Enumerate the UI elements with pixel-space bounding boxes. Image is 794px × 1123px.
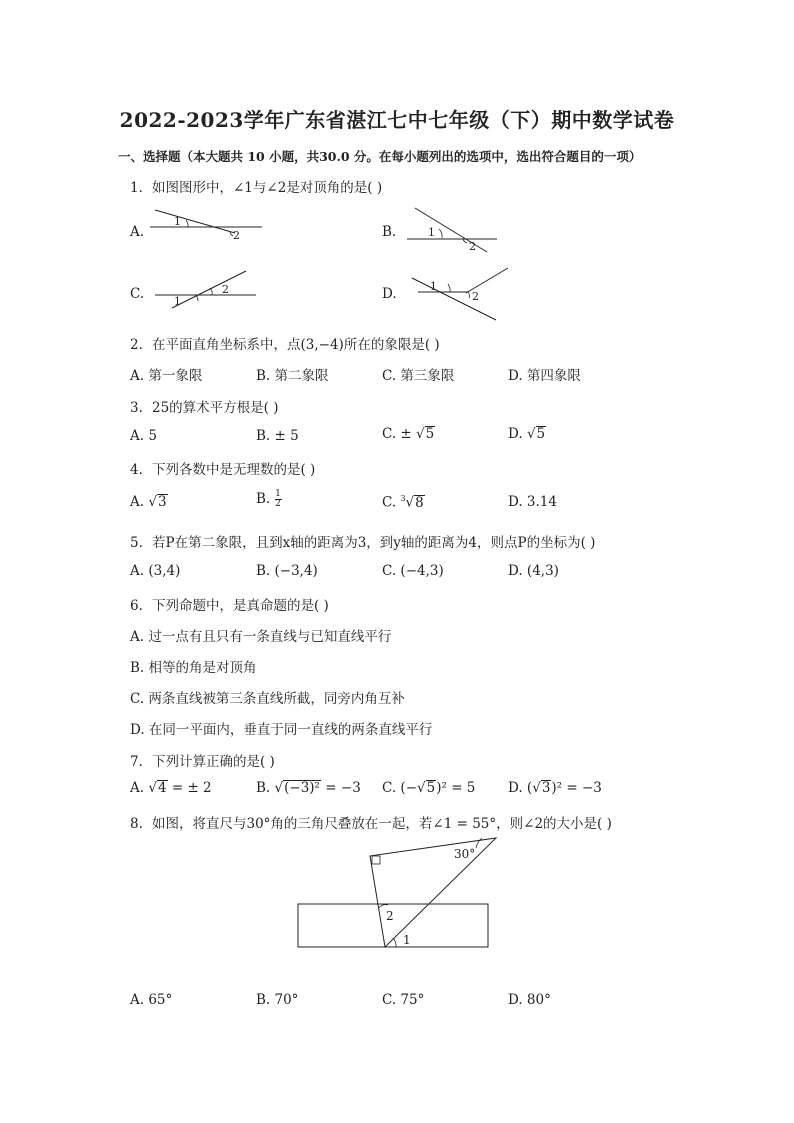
figure-8-ruler-triangle — [296, 836, 506, 951]
angle-label-1: 1 — [174, 215, 181, 228]
option-3c[interactable]: C. ± √5 — [382, 426, 435, 442]
option-6a[interactable]: A. 过一点有且只有一条直线与已知直线平行 — [130, 629, 392, 645]
option-4d[interactable]: D. 3.14 — [508, 494, 557, 510]
figure-1a — [150, 205, 270, 245]
option-4a[interactable]: A. √3 — [130, 494, 167, 510]
question-number: 7. — [130, 754, 143, 770]
option-3a[interactable]: A. 5 — [130, 428, 157, 444]
angle-label-2: 2 — [469, 240, 476, 253]
question-4 — [130, 458, 315, 478]
radicand: 3 — [541, 780, 551, 796]
option-8b[interactable]: B. 70° — [256, 992, 299, 1008]
option-7a[interactable]: A. √4 = ± 2 — [130, 780, 212, 796]
option-1a[interactable]: A. — [130, 224, 145, 240]
option-2a[interactable]: A. 第一象限 — [130, 368, 203, 384]
option-5a[interactable]: A. (3,4) — [130, 563, 181, 579]
fraction: $\frac{1}{2}$ — [275, 489, 281, 509]
question-number: 8. — [130, 816, 143, 832]
option-7c[interactable]: C. (−√5)² = 5 — [382, 780, 476, 796]
angle-label-30: 30° — [454, 847, 476, 861]
angle-label-1: 1 — [174, 295, 181, 308]
question-number: 2. — [130, 337, 143, 353]
option-4b[interactable]: B. $\frac{1}{2}$ — [256, 489, 281, 509]
triangle — [370, 838, 496, 947]
question-text: 下列命题中，是真命题的是( ) — [152, 598, 329, 614]
question-text: 25的算术平方根是( ) — [152, 400, 279, 416]
question-number: 6. — [130, 598, 143, 614]
question-number: 5. — [130, 535, 143, 551]
option-1c[interactable]: C. — [130, 286, 145, 302]
angle-label-2: 2 — [222, 283, 229, 296]
question-1 — [130, 176, 382, 196]
question-number: 4. — [130, 462, 143, 478]
option-8d[interactable]: D. 80° — [508, 992, 551, 1008]
option-2b[interactable]: B. 第二象限 — [256, 368, 329, 384]
option-5b[interactable]: B. (−3,4) — [256, 563, 318, 579]
question-text: 在平面直角坐标系中，点(3,−4)所在的象限是( ) — [152, 337, 440, 353]
question-number: 3. — [130, 400, 143, 416]
question-8 — [130, 812, 612, 832]
question-text: 如图图形中，∠1与∠2是对顶角的是( ) — [152, 180, 383, 196]
page-title: 2022-2023学年广东省湛江七中七年级（下）期中数学试卷 — [119, 108, 675, 132]
angle-label-2: 2 — [386, 909, 394, 923]
option-1b[interactable]: B. — [382, 224, 397, 240]
figure-1b — [405, 205, 505, 255]
angle-label-1: 1 — [403, 933, 411, 947]
question-text: 若P在第二象限，且到x轴的距离为3，到y轴的距离为4，则点P的坐标为( ) — [152, 535, 596, 551]
option-6d[interactable]: D. 在同一平面内，垂直于同一直线的两条直线平行 — [130, 722, 433, 738]
figure-1c — [150, 268, 260, 313]
question-2 — [130, 333, 440, 353]
option-6c[interactable]: C. 两条直线被第三条直线所截，同旁内角互补 — [130, 691, 405, 707]
radicand: 5 — [536, 426, 546, 442]
question-text: 下列各数中是无理数的是( ) — [152, 462, 316, 478]
question-7 — [130, 750, 275, 770]
option-8a[interactable]: A. 65° — [130, 992, 173, 1008]
option-5d[interactable]: D. (4,3) — [508, 563, 559, 579]
question-5 — [130, 531, 595, 551]
angle-label-2: 2 — [233, 229, 240, 242]
right-angle-mark — [372, 856, 380, 864]
option-2c[interactable]: C. 第三象限 — [382, 368, 455, 384]
option-6b[interactable]: B. 相等的角是对顶角 — [130, 660, 257, 676]
question-3 — [130, 396, 279, 416]
radicand: (−3)² — [284, 780, 320, 796]
option-7b[interactable]: B. √(−3)² = −3 — [256, 780, 361, 796]
question-text: 下列计算正确的是( ) — [152, 754, 275, 770]
option-4c[interactable]: C. $^3$√8 — [382, 494, 424, 511]
angle-label-2: 2 — [472, 290, 479, 303]
radicand: 3 — [157, 494, 167, 510]
option-8c[interactable]: C. 75° — [382, 992, 425, 1008]
radicand: 5 — [426, 780, 436, 796]
question-6 — [130, 594, 329, 614]
question-text: 如图，将直尺与30°角的三角尺叠放在一起，若∠1 = 55°，则∠2的大小是( ) — [152, 816, 612, 832]
radicand: 5 — [425, 426, 435, 442]
option-7d[interactable]: D. (√3)² = −3 — [508, 780, 602, 796]
option-5c[interactable]: C. (−4,3) — [382, 563, 444, 579]
option-1d[interactable]: D. — [382, 286, 397, 302]
section-heading: 一、选择题（本大题共 10 小题，共30.0 分。在每小题列出的选项中，选出符合题目的一项） — [118, 149, 642, 164]
radicand: 8 — [415, 494, 424, 511]
option-2d[interactable]: D. 第四象限 — [508, 368, 581, 384]
radicand: 4 — [157, 780, 167, 796]
option-3b[interactable]: B. ± 5 — [256, 428, 299, 444]
angle-label-1: 1 — [428, 226, 435, 239]
angle-label-1: 1 — [430, 280, 437, 293]
option-3d[interactable]: D. √5 — [508, 426, 546, 442]
figure-1d — [408, 266, 513, 322]
question-number: 1. — [130, 180, 143, 196]
